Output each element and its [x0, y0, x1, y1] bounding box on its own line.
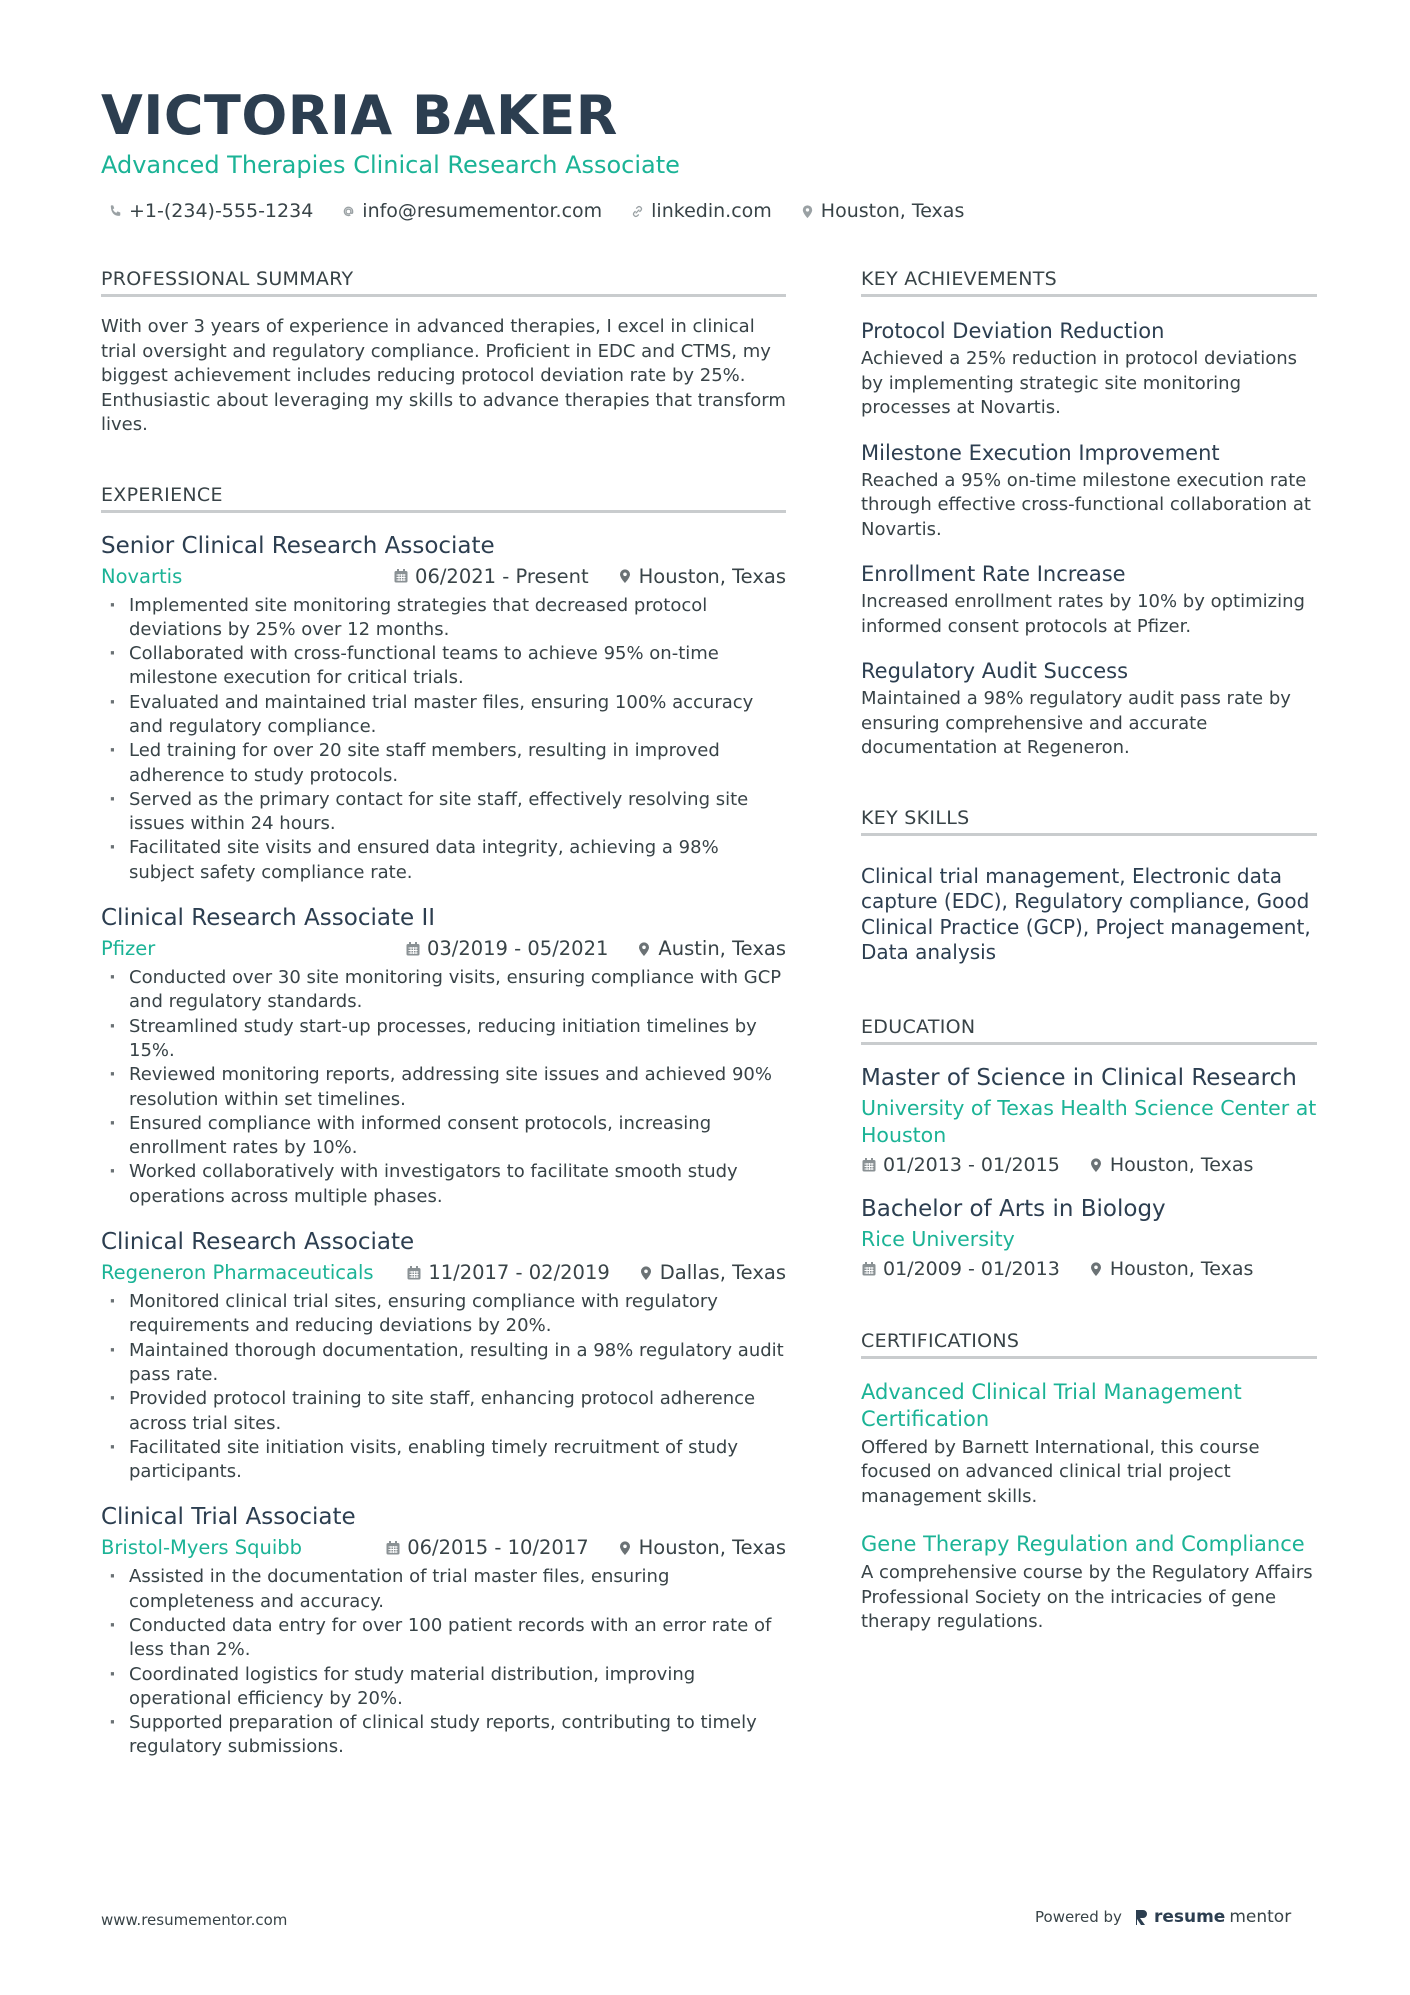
education-dates [861, 1154, 1060, 1176]
location-text: Houston, Texas [820, 200, 965, 222]
education-location [1088, 1154, 1254, 1176]
bullet-item: · Streamlined study start-up processes, reducing initiation timelines by 15%. [101, 1015, 786, 1064]
company-name: Novartis [101, 564, 183, 588]
job-title: Clinical Trial Associate [101, 1504, 356, 1531]
experience-entry [101, 903, 786, 1209]
education-location-text: Houston, Texas [1109, 1257, 1254, 1280]
bullet-item: · Implemented site monitoring strategies that decreased protocol deviations by 25% over 12 months. [101, 594, 786, 643]
achievement-desc: Maintained a 98% regulatory audit pass rate by ensuring comprehensive and accurate documentation at Regeneron. [861, 688, 1291, 758]
bullet-item: · Maintained thorough documentation, resulting in a 98% regulatory audit pass rate. [101, 1339, 786, 1388]
achievement-item [861, 560, 1317, 639]
education-info [861, 1258, 1317, 1280]
education-dates [861, 1258, 1060, 1280]
bullet-item: · Conducted over 30 site monitoring visits, ensuring compliance with GCP and regulatory standards. [101, 966, 786, 1015]
contact-location [800, 200, 965, 222]
footer-website[interactable]: www.resumementor.com [101, 1911, 288, 1929]
job-info [101, 1261, 786, 1284]
job-location [617, 565, 786, 588]
brand-name-light: mentor [1229, 1907, 1292, 1927]
experience-entry [101, 531, 786, 886]
skills-title: KEY SKILLS [861, 807, 1317, 836]
job-bullets [101, 1565, 786, 1759]
calendar-icon [406, 1265, 422, 1281]
job-bullets [101, 966, 786, 1209]
email-text: info@resumementor.com [362, 200, 603, 222]
bullet-item: · Supported preparation of clinical study reports, contributing to timely regulatory submissions. [101, 1711, 786, 1760]
job-bullets [101, 594, 786, 886]
at-icon [341, 204, 356, 219]
job-dates-text: 11/2017 - 02/2019 [428, 1261, 610, 1285]
calendar-icon [861, 1157, 877, 1173]
job-title: Senior Clinical Research Associate [101, 532, 495, 559]
contact-bar [108, 200, 964, 222]
location-pin-icon [636, 941, 652, 957]
location-pin-icon [638, 1265, 654, 1281]
achievement-item [861, 657, 1317, 761]
certification-desc: A comprehensive course by the Regulatory Affairs Professional Society on the intricacies of gene therapy regulations. [861, 1562, 1313, 1632]
job-bullets [101, 1290, 786, 1484]
education-location [1088, 1258, 1254, 1280]
bullet-item: · Evaluated and maintained trial master files, ensuring 100% accuracy and regulatory compliance. [101, 691, 786, 740]
education-dates-text: 01/2009 - 01/2013 [883, 1257, 1060, 1280]
achievement-title: Regulatory Audit Success [861, 659, 1129, 683]
achievements-title: KEY ACHIEVEMENTS [861, 268, 1317, 297]
achievement-desc: Reached a 95% on-time milestone execution rate through effective cross-functional collaboration at Novartis. [861, 469, 1311, 540]
achievement-desc: Achieved a 25% reduction in protocol deviations by implementing strategic site monitoring processes at Novartis. [861, 348, 1298, 418]
bullet-item: · Reviewed monitoring reports, addressing site issues and achieved 90% resolution within set timelines. [101, 1063, 786, 1112]
education-degree: Master of Science in Clinical Research [861, 1064, 1297, 1091]
job-info [101, 1536, 786, 1559]
resumementor-logo-icon [1134, 1908, 1150, 1926]
location-pin-icon [800, 204, 815, 219]
location-pin-icon [1088, 1157, 1104, 1173]
job-dates [405, 937, 608, 960]
experience-entry [101, 1502, 786, 1759]
job-dates-text: 03/2019 - 05/2021 [426, 937, 609, 961]
education-title: EDUCATION [861, 1016, 1317, 1045]
job-dates-text: 06/2021 - Present [415, 564, 589, 588]
left-column [101, 268, 786, 1760]
contact-linkedin[interactable] [630, 200, 772, 222]
bullet-item: · Served as the primary contact for site staff, effectively resolving site issues within 24 hours. [101, 788, 786, 837]
bullet-item: · Facilitated site initiation visits, enabling timely recruitment of study participants. [101, 1436, 786, 1485]
summary-text: With over 3 years of experience in advanced therapies, I excel in clinical trial oversight and regulatory compliance. Proficient in EDC and CTMS, my biggest achievement includes reducing protocol deviation rate by 25%. Enthusiastic about leveraging my skills to advance therapies that transform lives. [101, 316, 786, 435]
candidate-role: Advanced Therapies Clinical Research Associate [101, 151, 680, 179]
bullet-item: · Monitored clinical trial sites, ensuring compliance with regulatory requirements and reducing deviations by 20%. [101, 1290, 786, 1339]
company-name: Bristol-Myers Squibb [101, 1536, 303, 1560]
phone-text: +1-(234)-555-1234 [129, 200, 314, 222]
achievement-item [861, 317, 1317, 421]
job-location-text: Dallas, Texas [659, 1261, 786, 1285]
job-dates [385, 1536, 588, 1559]
location-pin-icon [1088, 1261, 1104, 1277]
experience-entry [101, 1227, 786, 1484]
brand-logo[interactable] [1134, 1907, 1291, 1927]
calendar-icon [393, 568, 409, 584]
job-info [101, 937, 786, 960]
achievement-item [861, 439, 1317, 543]
certifications-title: CERTIFICATIONS [861, 1330, 1317, 1359]
education-school: Rice University [861, 1226, 1015, 1251]
job-location [638, 1261, 786, 1284]
job-title: Clinical Research Associate [101, 1229, 415, 1256]
contact-phone[interactable] [108, 200, 313, 222]
link-icon [630, 204, 645, 219]
experience-title: EXPERIENCE [101, 484, 786, 513]
linkedin-text: linkedin.com [651, 200, 772, 222]
calendar-icon [861, 1261, 877, 1277]
footer-branding [1035, 1907, 1291, 1927]
certification-title: Gene Therapy Regulation and Compliance [861, 1532, 1305, 1556]
bullet-item: · Collaborated with cross-functional teams to achieve 95% on-time milestone execution for critical trials. [101, 642, 786, 691]
job-location-text: Houston, Texas [638, 1536, 786, 1560]
bullet-item: · Worked collaboratively with investigators to facilitate smooth study operations across multiple phases. [101, 1160, 786, 1209]
calendar-icon [405, 941, 421, 957]
calendar-icon [385, 1540, 401, 1556]
certification-desc: Offered by Barnett International, this course focused on advanced clinical trial project management skills. [861, 1436, 1260, 1507]
bullet-item: · Assisted in the documentation of trial master files, ensuring completeness and accuracy. [101, 1565, 786, 1614]
company-name: Pfizer [101, 937, 156, 961]
job-title: Clinical Research Associate II [101, 905, 436, 932]
education-school: University of Texas Health Science Center at Houston [861, 1095, 1317, 1147]
job-location-text: Austin, Texas [658, 937, 786, 961]
summary-title: PROFESSIONAL SUMMARY [101, 268, 786, 297]
achievement-desc: Increased enrollment rates by 10% by optimizing informed consent protocols at Pfizer. [861, 591, 1305, 637]
powered-by-text: Powered by [1035, 1908, 1122, 1926]
education-info [861, 1154, 1317, 1176]
bullet-item: · Facilitated site visits and ensured data integrity, achieving a 98% subject safety compliance rate. [101, 836, 786, 885]
certification-item [861, 1531, 1317, 1635]
job-dates [406, 1261, 609, 1284]
job-info [101, 565, 786, 588]
phone-icon [108, 204, 123, 219]
bullet-item: · Ensured compliance with informed consent protocols, increasing enrollment rates by 10%. [101, 1112, 786, 1161]
achievement-title: Enrollment Rate Increase [861, 562, 1126, 586]
job-location [617, 1536, 786, 1559]
contact-email[interactable] [341, 200, 602, 222]
candidate-name: VICTORIA BAKER [101, 84, 618, 147]
bullet-item: · Conducted data entry for over 100 patient records with an error rate of less than 2%. [101, 1614, 786, 1663]
company-name: Regeneron Pharmaceuticals [101, 1261, 374, 1285]
brand-name-bold: resume [1153, 1907, 1226, 1927]
bullet-item: · Coordinated logistics for study material distribution, improving operational efficiency by 20%. [101, 1663, 786, 1712]
achievement-title: Protocol Deviation Reduction [861, 319, 1165, 343]
certification-item [861, 1379, 1317, 1510]
education-item [861, 1194, 1317, 1280]
job-location [636, 937, 786, 960]
education-dates-text: 01/2013 - 01/2015 [883, 1153, 1060, 1176]
skills-text: Clinical trial management, Electronic data capture (EDC), Regulatory compliance, Good Clinical Practice (GCP), Project management, Data analysis [861, 863, 1311, 964]
right-column [861, 268, 1317, 1635]
job-location-text: Houston, Texas [638, 564, 786, 588]
bullet-item: · Provided protocol training to site staff, enhancing protocol adherence across trial sites. [101, 1387, 786, 1436]
certification-title: Advanced Clinical Trial Management Certification [861, 1379, 1242, 1431]
education-location-text: Houston, Texas [1109, 1153, 1254, 1176]
job-dates-text: 06/2015 - 10/2017 [407, 1536, 589, 1560]
job-dates [393, 565, 589, 588]
location-pin-icon [617, 1540, 633, 1556]
education-item [861, 1063, 1317, 1176]
location-pin-icon [617, 568, 633, 584]
bullet-item: · Led training for over 20 site staff members, resulting in improved adherence to study protocols. [101, 739, 786, 788]
education-degree: Bachelor of Arts in Biology [861, 1195, 1166, 1222]
achievement-title: Milestone Execution Improvement [861, 440, 1220, 465]
